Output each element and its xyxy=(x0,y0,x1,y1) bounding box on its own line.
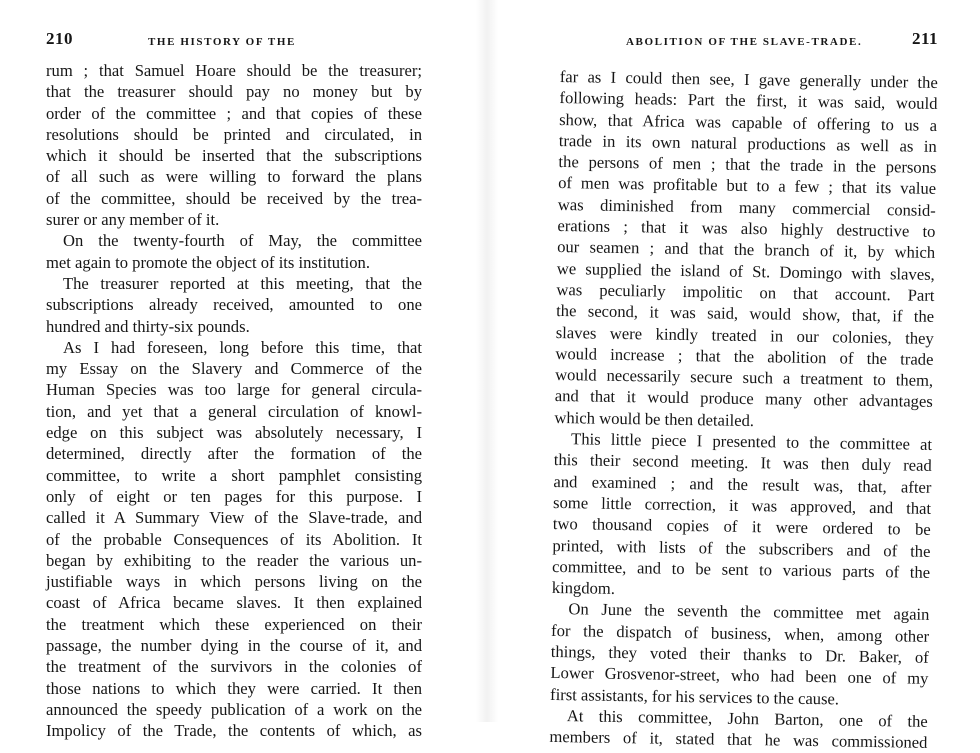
text-line: committee, to write a short pamphlet consisting xyxy=(46,465,422,485)
text-line: met again to promote the object of its institution. xyxy=(46,252,370,272)
text-line: of the committee, should be received by the trea- xyxy=(46,188,422,208)
text-line: coast of Africa became slaves. It then explained xyxy=(46,593,422,613)
text-line: As I had foreseen, long before this time, that xyxy=(63,337,422,357)
text-line: printed, with lists of the subscribers and of the xyxy=(552,535,931,561)
text-line: edge on this subject was absolutely necessary, I xyxy=(46,423,422,443)
text-line: and examined ; and the result was, that, after xyxy=(553,471,932,497)
text-line: of all such as were willing to forward the plans xyxy=(46,167,422,187)
text-line: trade in its own natural productions as well as in xyxy=(558,130,937,156)
text-line: the persons of men ; that the trade in the persons xyxy=(558,152,937,178)
text-line: members of it, stated that he was commissioned xyxy=(549,727,928,753)
left-running-head: THE HISTORY OF THE xyxy=(148,36,296,48)
text-line: the treatment of the survivors in the colonies of xyxy=(46,657,422,677)
text-line: my Essay on the Slavery and Commerce of the xyxy=(46,359,422,379)
text-line: was peculiarly impolitic on that account. Part xyxy=(556,279,935,305)
right-page xyxy=(500,0,980,753)
text-line: Lower Grosvenor-street, who had been one of my xyxy=(550,663,929,689)
text-line: On June the seventh the committee met again xyxy=(568,599,930,625)
text-line: determined, directly after the formation of the xyxy=(46,444,422,464)
text-line: tion, and yet that a general circulation of knowl- xyxy=(46,401,422,421)
text-line: and that it would produce many other advantages xyxy=(554,386,933,412)
text-line: which would be then detailed. xyxy=(554,407,755,430)
text-line: first assistants, for his services to the cause. xyxy=(549,684,840,709)
text-line: the treatment which these experienced on their xyxy=(46,614,422,634)
text-line: passage, the number dying in the course of it, and xyxy=(46,636,422,656)
text-line: that the treasurer should pay no money but by xyxy=(46,82,422,102)
right-running-head: ABOLITION OF THE SLAVE-TRADE. xyxy=(626,36,863,48)
book-gutter xyxy=(476,0,498,722)
left-page-number: 210 xyxy=(46,29,73,48)
left-page-body xyxy=(46,60,422,742)
text-line: two thousand copies of it were ordered to be xyxy=(552,514,931,540)
text-line: of the probable Consequences of its Abolition. It xyxy=(46,529,422,549)
text-line: The treasurer reported at this meeting, that the xyxy=(63,273,422,293)
right-page-body xyxy=(549,66,938,753)
text-line: erations ; that it was also highly destructive to xyxy=(557,216,936,241)
text-line: kingdom. xyxy=(551,578,616,599)
text-line: was diminished from many commercial consid- xyxy=(557,194,936,220)
right-page-number: 211 xyxy=(912,29,939,48)
text-line: of men was profitable but to a few ; that its value xyxy=(558,173,937,199)
text-line: this their second meeting. It was then duly read xyxy=(553,450,932,476)
text-line: which it should be inserted that the subscriptions xyxy=(46,146,422,166)
text-line: would increase ; that the abolition of the trade xyxy=(555,343,934,369)
text-line: surer or any member of it. xyxy=(46,210,220,230)
text-line: the second, it was said, would show, that, if the xyxy=(556,301,935,327)
text-line: those nations to which they were carried. It then xyxy=(46,678,422,698)
text-line: rum ; that Samuel Hoare should be the treasurer; xyxy=(46,61,422,80)
text-line: justifiable ways in which persons living on the xyxy=(46,572,422,592)
text-line: announced the speedy publication of a work on the xyxy=(46,699,422,719)
text-line: hundred and thirty-six pounds. xyxy=(46,316,250,336)
text-line: Impolicy of the Trade, the contents of which, as xyxy=(46,721,422,741)
text-line: resolutions should be printed and circulated, in xyxy=(46,124,422,144)
text-line: called it A Summary View of the Slave-trade, and xyxy=(46,508,422,528)
text-line: show, that Africa was capable of offering to us a xyxy=(559,109,938,135)
text-line: things, they voted their thanks to Dr. Baker, of xyxy=(550,641,929,667)
text-line: On the twenty-fourth of May, the committee xyxy=(63,231,422,251)
text-line: order of the committee ; and that copies of these xyxy=(46,103,422,123)
text-line: far as I could then see, I gave generally under the xyxy=(559,66,938,92)
text-line: This little piece I presented to the committee at xyxy=(570,429,933,454)
text-line: some little correction, it was approved, and that xyxy=(552,492,932,518)
text-line: At this committee, John Barton, one of the xyxy=(566,706,928,731)
text-line: Human Species was too large for general circula- xyxy=(46,380,422,400)
text-line: we supplied the island of St. Domingo with slaves, xyxy=(556,258,935,284)
text-line: would necessarily secure such a treatment to them, xyxy=(555,365,934,391)
text-line: subscriptions already received, amounted to one xyxy=(46,295,422,315)
text-line: began by exhibiting to the reader the various un- xyxy=(46,550,422,570)
text-line: following heads: Part the first, it was said, would xyxy=(559,88,938,114)
text-line: committee, and to be sent to various parts of the xyxy=(551,556,931,582)
text-line: for the dispatch of business, when, among other xyxy=(550,620,930,646)
text-line: slaves were kindly treated in our colonies, they xyxy=(555,322,934,348)
text-line: our seamen ; and that the branch of it, by which xyxy=(557,237,936,263)
left-page xyxy=(0,0,470,741)
text-line: only of eight or ten pages for this purpose. I xyxy=(46,486,422,506)
